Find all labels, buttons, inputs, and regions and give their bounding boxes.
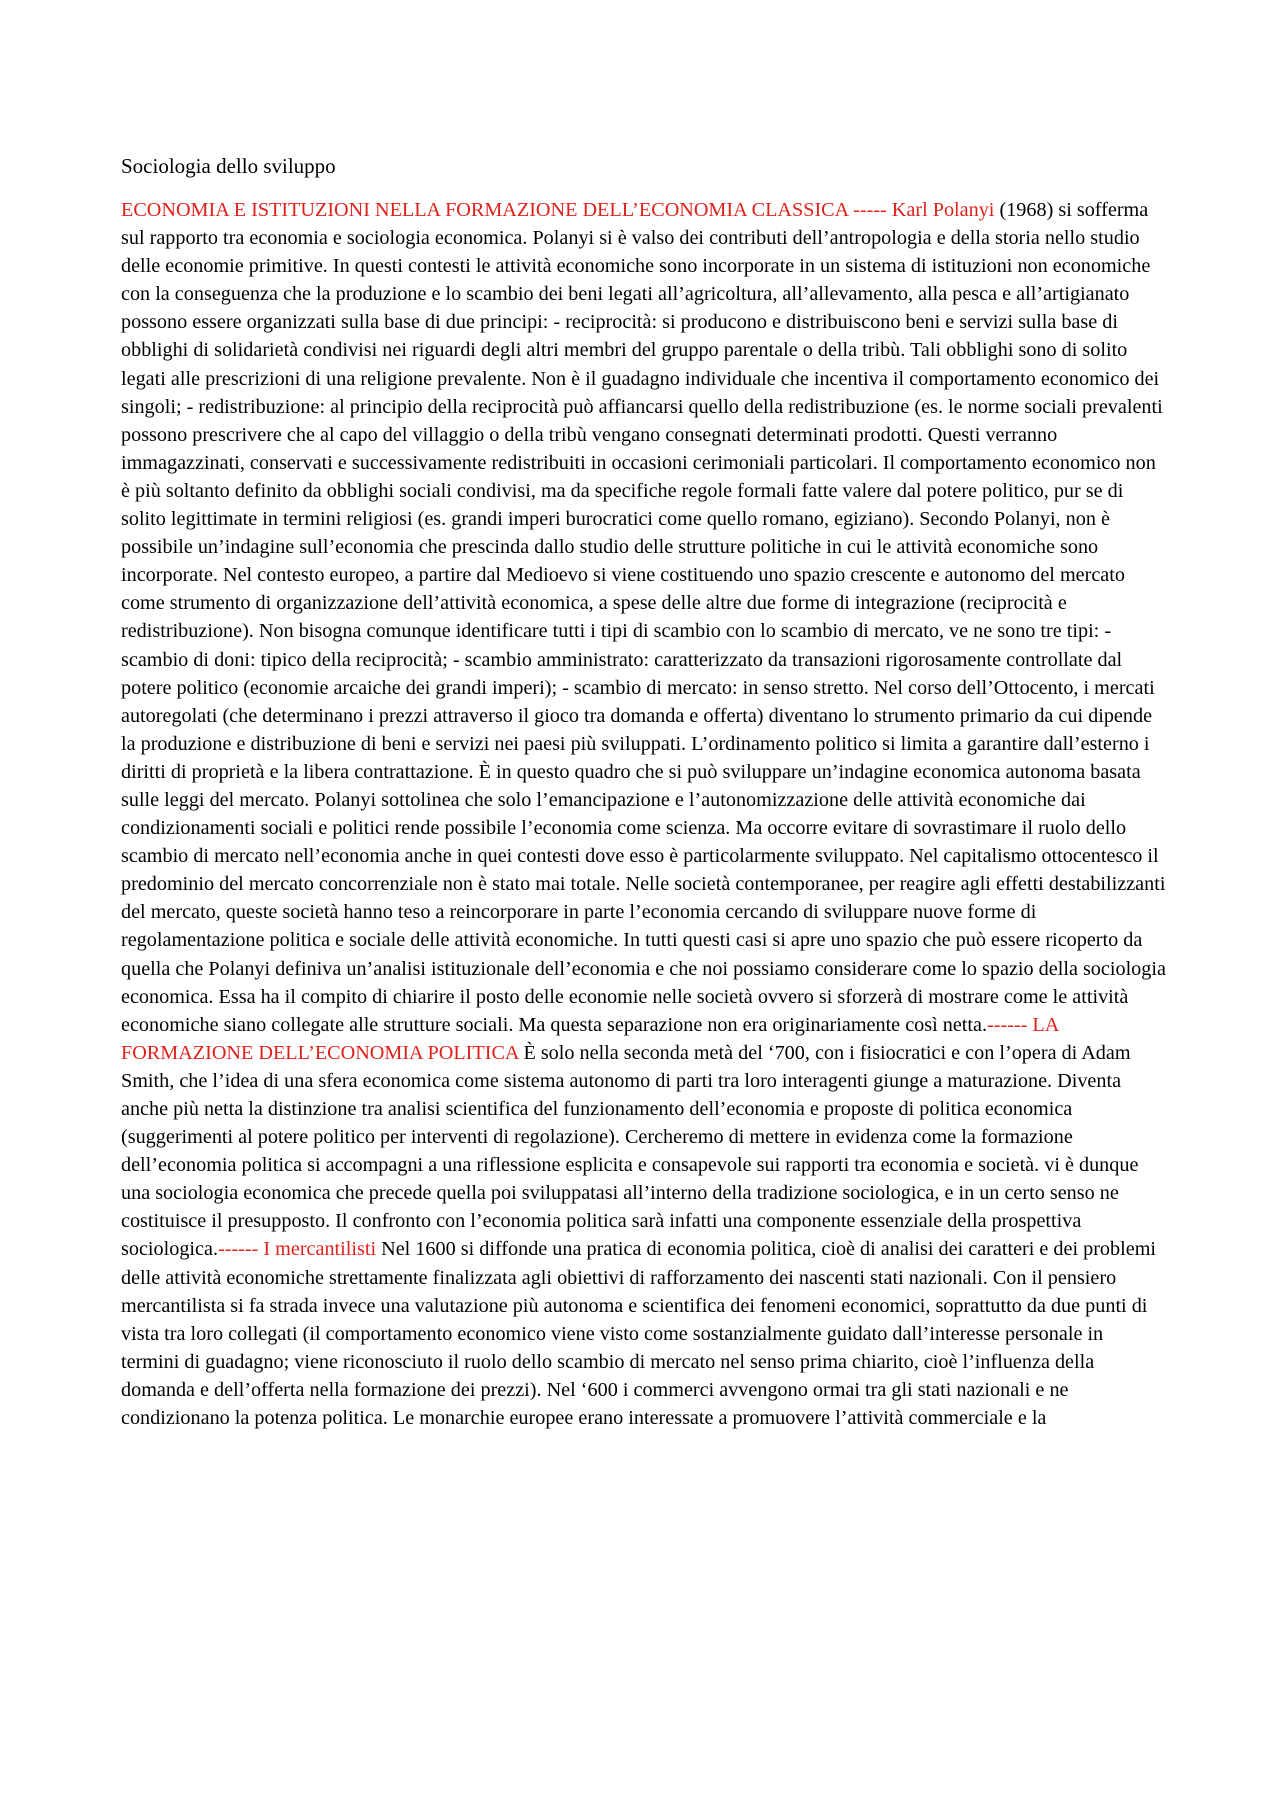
section-heading-economia-e-istituzioni: ECONOMIA E ISTITUZIONI NELLA FORMAZIONE DELL’ECONOMIA CLASSICA ----- Karl Polanyi xyxy=(121,199,995,221)
document-body xyxy=(121,196,1166,1432)
section-heading-mercantilisti: ------ I mercantilisti xyxy=(218,1238,377,1261)
document-title: Sociologia dello sviluppo xyxy=(121,154,336,178)
section-heading-formazione-economia-politica: ------ LA FORMAZIONE DELL’ECONOMIA POLITICA xyxy=(121,1013,1059,1064)
section-text-formazione-economia-politica: È solo nella seconda metà del ‘700, con i fisiocratici e con l’opera di Adam Smith, che l’idea di una sfera economica come sistema autonomo di parti tra loro interagenti giunge a maturazione. Diventa anche più netta la distinzione tra analisi scientifica del funzionamento dell’economia e proposte di politica economica (suggerimenti al potere politico per interventi di regolazione). Cercheremo di mettere in evidenza come la formazione dell’economia politica si accompagni a una riflessione esplicita e consapevole sui rapporti tra economia e società. vi è dunque una sociologia economica che precede quella poi sviluppatasi all’interno della tradizione sociologica, e in un certo senso ne costituisce il presupposto. Il confronto con l’economia politica sarà infatti una componente essenziale della prospettiva sociologica. xyxy=(121,1041,1139,1261)
section-text-economia-e-istituzioni: (1968) si sofferma sul rapporto tra economia e sociologia economica. Polanyi si è valso dei contributi dell’antropologia e della storia nello studio delle economie primitive. In questi contesti le attività economiche sono incorporate in un sistema di istituzioni non economiche con la conseguenza che la produzione e lo scambio dei beni legati all’agricoltura, all’allevamento, alla pesca e all’artigianato possono essere organizzati sulla base di due principi: - reciprocità: si producono e distribuiscono beni e servizi sulla base di obblighi di solidarietà condivisi nei riguardi degli altri membri del gruppo parentale o della tribù. Tali obblighi sono di solito legati alle prescrizioni di una religione prevalente. Non è il guadagno individuale che incentiva il comportamento economico dei singoli; - redistribuzione: al principio della reciprocità può affiancarsi quello della redistribuzione (es. le norme sociali prevalenti possono prescrivere che al capo del villaggio o della tribù vengano consegnati determinati prodotti. Questi verranno immagazzinati, conservati e successivamente redistribuiti in occasioni cerimoniali particolari. Il comportamento economico non è più soltanto definito da obblighi sociali condivisi, ma da specifiche regole formali fatte valere dal potere politico, pur se di solito legittimate in termini religiosi (es. grandi imperi burocratici come quello romano, egiziano). Secondo Polanyi, non è possibile un’indagine sull’economia che prescinda dallo studio delle strutture politiche in cui le attività economiche sono incorporate. Nel contesto europeo, a partire dal Medioevo si viene costituendo uno spazio crescente e autonomo del mercato come strumento di organizzazione dell’attività economica, a spese delle altre due forme di integrazione (reciprocità e redistribuzione). Non bisogna comunque identificare tutti i tipi di scambio con lo scambio di mercato, ve ne sono tre tipi: - scambio di doni: tipico della reciprocità; - scambio amministrato: caratterizzato da transazioni rigorosamente controllate dal potere politico (economie arcaiche dei grandi imperi); - scambio di mercato: in senso stretto. Nel corso dell’Ottocento, i mercati autoregolati (che determinano i prezzi attraverso il gioco tra domanda e offerta) diventano lo strumento primario da cui dipende la produzione e distribuzione di beni e servizi nei paesi più sviluppati. L’ordinamento politico si limita a garantire dall’esterno i diritti di proprietà e la libera contrattazione. È in questo quadro che si può sviluppare un’indagine economica autonoma basata sulle leggi del mercato. Polanyi sottolinea che solo l’emancipazione e l’autonomizzazione delle attività economiche dai condizionamenti sociali e politici rende possibile l’economia come scienza. Ma occorre evitare di sovrastimare il ruolo dello scambio di mercato nell’economia anche in quei contesti dove esso è particolarmente sviluppato. Nel capitalismo ottocentesco il predominio del mercato concorrenziale non è stato mai totale. Nelle società contemporanee, per reagire agli effetti destabilizzanti del mercato, queste società hanno teso a reincorporare in parte l’economia cercando di sviluppare nuove forme di regolamentazione politica e sociale delle attività economiche. In tutti questi casi si apre uno spazio che può essere ricoperto da quella che Polanyi definiva un’analisi istituzionale dell’economia e che noi possiamo considerare come lo spazio della sociologia economica. Essa ha il compito di chiarire il posto delle economie nelle società ovvero si sforzerà di mostrare come le attività economiche siano collegate alle strutture sociali. Ma questa separazione non era originariamente così netta. xyxy=(121,199,1166,1036)
section-text-mercantilisti: Nel 1600 si diffonde una pratica di economia politica, cioè di analisi dei caratteri e dei problemi delle attività economiche strettamente finalizzata agli obiettivi di rafforzamento dei nascenti stati nazionali. Con il pensiero mercantilista si fa strada invece una valutazione più autonoma e scientifica dei fenomeni economici, soprattutto da due punti di vista tra loro collegati (il comportamento economico viene visto come sostanzialmente guidato dall’interesse personale in termini di guadagno; viene riconosciuto il ruolo dello scambio di mercato nel senso prima chiarito, cioè l’influenza della domanda e dell’offerta nella formazione dei prezzi). Nel ‘600 i commerci avvengono ormai tra gli stati nazionali e ne condizionano la potenza politica. Le monarchie europee erano interessate a promuovere l’attività commerciale e la xyxy=(121,1238,1157,1430)
